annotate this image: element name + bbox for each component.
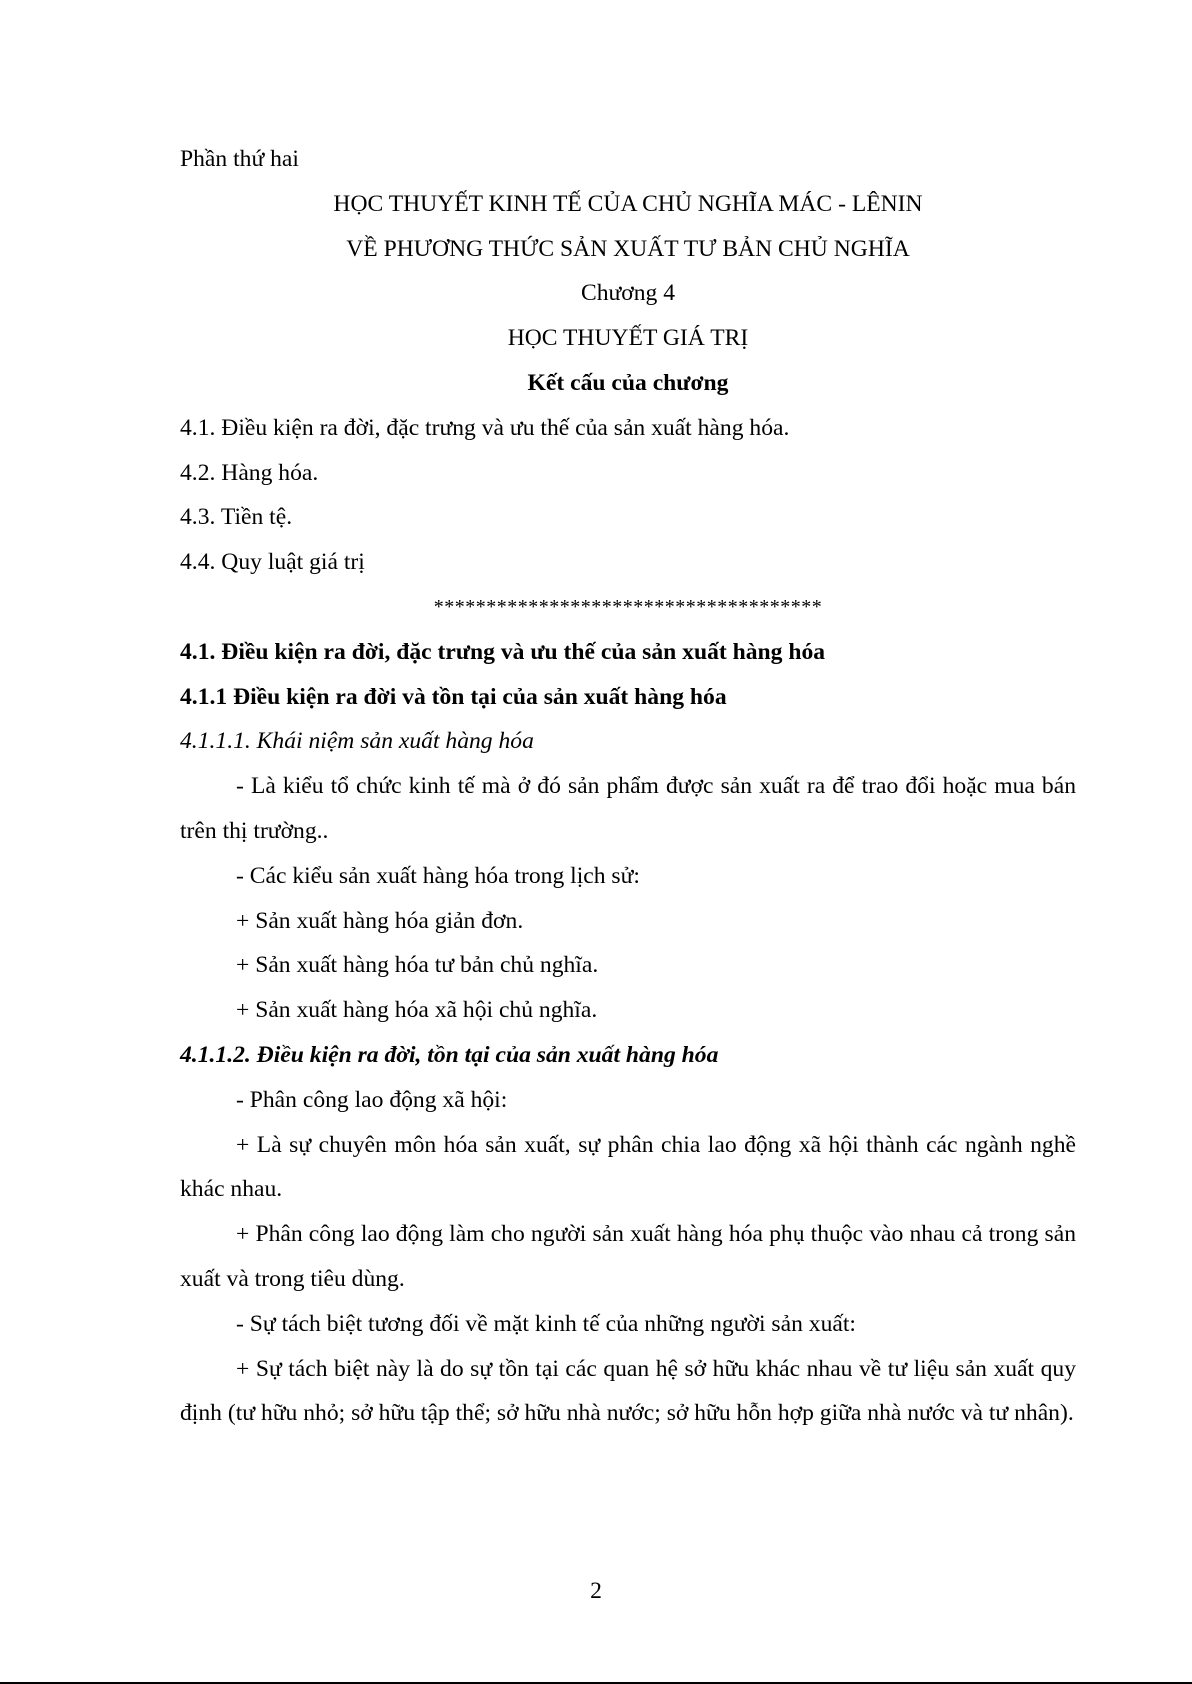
toc-item: 4.4. Quy luật giá trị bbox=[180, 549, 365, 576]
document-body bbox=[180, 137, 1076, 1436]
title-line-2: VỀ PHƯƠNG THỨC SẢN XUẤT TƯ BẢN CHỦ NGHĨA bbox=[346, 235, 910, 262]
structure-heading: Kết cấu của chương bbox=[527, 369, 729, 396]
toc-item: 4.1. Điều kiện ra đời, đặc trưng và ưu thế của sản xuất hàng hóa. bbox=[180, 414, 790, 441]
separator: ************************************* bbox=[433, 595, 823, 618]
heading-4-1-1-2: 4.1.1.2. Điều kiện ra đời, tồn tại của sản xuất hàng hóa bbox=[180, 1041, 719, 1068]
chapter-label: Chương 4 bbox=[580, 280, 676, 307]
toc-item: 4.3. Tiền tệ. bbox=[180, 504, 293, 531]
title-line-1: HỌC THUYẾT KINH TẾ CỦA CHỦ NGHĨA MÁC - LÊNIN bbox=[333, 190, 923, 217]
paragraph: - Phân công lao động xã hội: bbox=[236, 1086, 508, 1113]
heading-4-1: 4.1. Điều kiện ra đời, đặc trưng và ưu thế của sản xuất hàng hóa bbox=[180, 638, 826, 665]
paragraph: + Là sự chuyên môn hóa sản xuất, sự phân chia lao động xã hội thành các ngành nghề khác nhau. bbox=[180, 1131, 1076, 1203]
paragraph: - Các kiểu sản xuất hàng hóa trong lịch sử: bbox=[236, 862, 640, 889]
list-item: + Sản xuất hàng hóa tư bản chủ nghĩa. bbox=[236, 952, 599, 979]
paragraph: - Sự tách biệt tương đối về mặt kinh tế của những người sản xuất: bbox=[236, 1310, 856, 1337]
page-number: 2 bbox=[590, 1578, 602, 1604]
paragraph: - Là kiểu tổ chức kinh tế mà ở đó sản phẩm được sản xuất ra để trao đổi hoặc mua bán trên thị trường.. bbox=[180, 773, 1076, 844]
paragraph: + Phân công lao động làm cho người sản xuất hàng hóa phụ thuộc vào nhau cả trong sản xuất và trong tiêu dùng. bbox=[180, 1221, 1076, 1292]
toc-item: 4.2. Hàng hóa. bbox=[180, 459, 319, 486]
heading-4-1-1: 4.1.1 Điều kiện ra đời và tồn tại của sản xuất hàng hóa bbox=[180, 683, 727, 710]
paragraph: + Sự tách biệt này là do sự tồn tại các quan hệ sở hữu khác nhau về tư liệu sản xuất quy định (tư hữu nhỏ; sở hữu tập thể; sở hữu nhà nước; sở hữu hỗn hợp giữa nhà nước và tư nhân). bbox=[180, 1355, 1076, 1427]
list-item: + Sản xuất hàng hóa xã hội chủ nghĩa. bbox=[236, 997, 598, 1024]
chapter-title: HỌC THUYẾT GIÁ TRỊ bbox=[507, 325, 749, 352]
list-item: + Sản xuất hàng hóa giản đơn. bbox=[236, 907, 524, 934]
heading-4-1-1-1: 4.1.1.1. Khái niệm sản xuất hàng hóa bbox=[180, 728, 534, 755]
part-label: Phần thứ hai bbox=[180, 146, 299, 172]
